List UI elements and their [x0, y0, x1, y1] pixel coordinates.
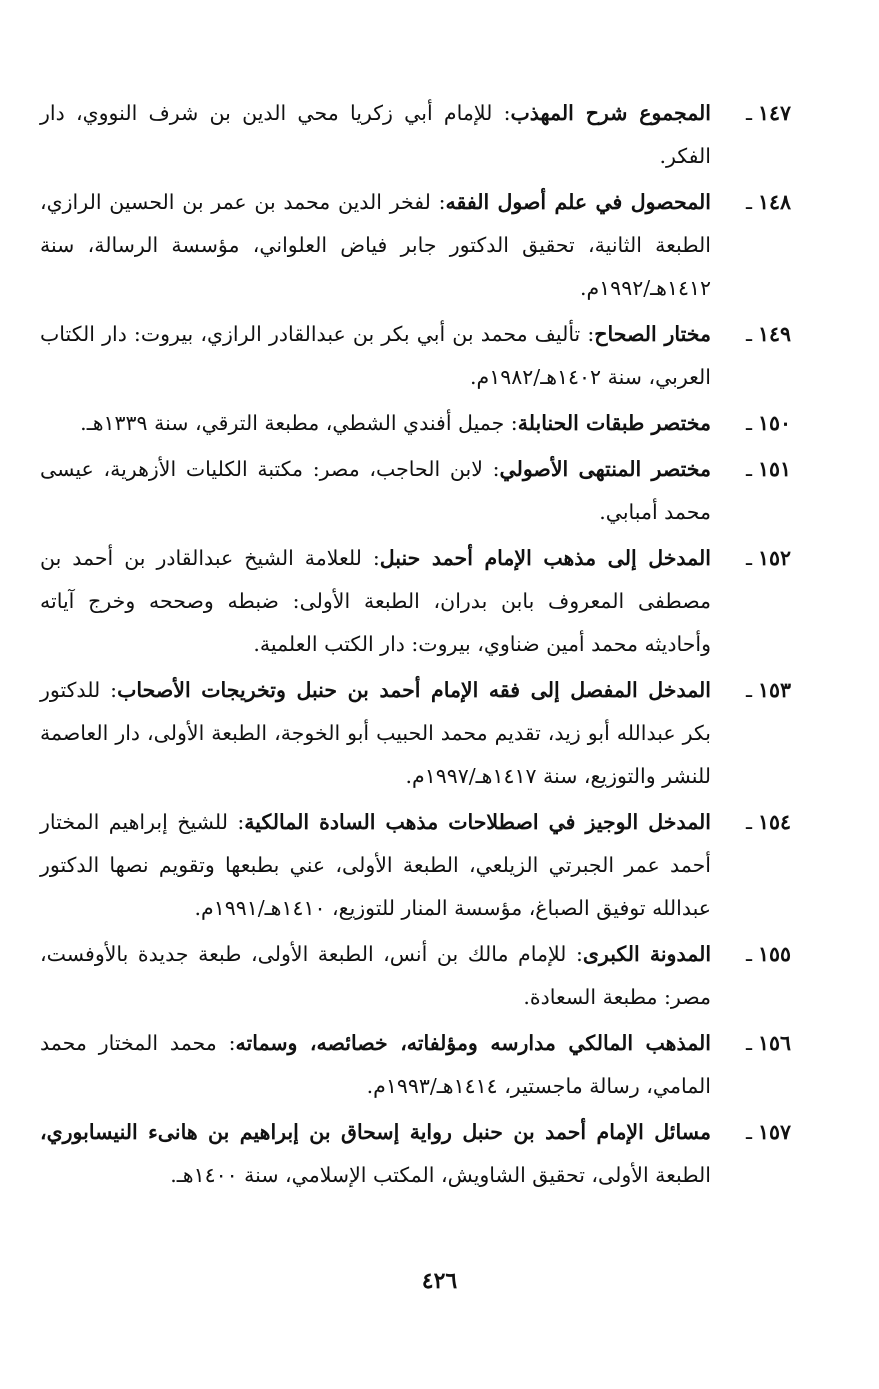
- page-number: ٤٢٦: [421, 1268, 458, 1294]
- bibliography-entry: [40, 448, 791, 534]
- bibliography-entry: [40, 1022, 791, 1108]
- entry-number: ١٥٦ـ: [745, 1031, 791, 1055]
- entry-body: : للإمام أبي زكريا محي الدين بن شرف النووي، دار الفكر.: [40, 101, 711, 168]
- bibliography-entry: [40, 92, 791, 178]
- bibliography-entry: [40, 402, 791, 445]
- entry-title: المجموع شرح المهذب: [510, 101, 711, 125]
- bibliography-entry: [40, 801, 791, 930]
- entry-body: : للعلامة الشيخ عبدالقادر بن أحمد بن مصطفى المعروف بابن بدران، الطبعة الأولى: ضبطه وصححه وخرج آياته وأحاديثه محمد أمين ضناوي، بيروت: دار الكتب العلمية.: [40, 546, 711, 656]
- entry-body: : جميل أفندي الشطي، مطبعة الترقي، سنة ١٣٣٩هـ.: [80, 411, 518, 435]
- entry-body: الطبعة الأولى، تحقيق الشاويش، المكتب الإسلامي، سنة ١٤٠٠هـ.: [170, 1163, 711, 1187]
- entry-number: ١٥٣ـ: [745, 678, 791, 702]
- entry-title: المدخل إلى مذهب الإمام أحمد حنبل: [379, 546, 711, 570]
- bibliography-entry: [40, 669, 791, 798]
- entry-body: : تأليف محمد بن أبي بكر بن عبدالقادر الرازي، بيروت: دار الكتاب العربي، سنة ١٤٠٢هـ/١٩٨٢م.: [40, 322, 711, 389]
- bibliography-entry: [40, 537, 791, 666]
- entry-title: المذهب المالكي مدارسه ومؤلفاته، خصائصه، وسماته: [235, 1031, 712, 1055]
- bibliography-entry: [40, 1111, 791, 1197]
- entry-number: ١٤٨ـ: [745, 190, 791, 214]
- entry-number: ١٤٧ـ: [745, 101, 791, 125]
- entry-number: ١٥١ـ: [745, 457, 791, 481]
- bibliography-entry: [40, 313, 791, 399]
- entry-number: ١٥٥ـ: [745, 942, 791, 966]
- bibliography-page: [40, 92, 791, 1200]
- entry-title: مختصر طبقات الحنابلة: [517, 411, 711, 435]
- entry-title: مسائل الإمام أحمد بن حنبل رواية إسحاق بن إبراهيم بن هانىء النيسابوري،: [40, 1120, 711, 1144]
- entry-title: مختصر المنتهى الأصولي: [499, 457, 712, 481]
- entry-title: المدخل المفصل إلى فقه الإمام أحمد بن حنبل وتخريجات الأصحاب: [117, 678, 711, 702]
- entry-body: : لفخر الدين محمد بن عمر بن الحسين الرازي، الطبعة الثانية، تحقيق الدكتور جابر فياض العلواني، مؤسسة الرسالة، سنة ١٤١٢هـ/١٩٩٢م.: [40, 190, 711, 300]
- entry-number: ١٥٧ـ: [745, 1120, 791, 1144]
- entry-number: ١٥٢ـ: [745, 546, 791, 570]
- entry-body: : لابن الحاجب، مصر: مكتبة الكليات الأزهرية، عيسى محمد أمبابي.: [40, 457, 711, 524]
- entry-number: ١٥٠ـ: [745, 411, 791, 435]
- bibliography-entry: [40, 181, 791, 310]
- entry-body: : للإمام مالك بن أنس، الطبعة الأولى، طبعة جديدة بالأوفست، مصر: مطبعة السعادة.: [40, 942, 711, 1009]
- entry-body: : للشيخ إبراهيم المختار أحمد عمر الجبرتي الزيلعي، الطبعة الأولى، عني بطبعها وتقويم نصها الدكتور عبدالله توفيق الصباغ، مؤسسة المنار للتوزيع، ١٤١٠هـ/١٩٩١م.: [40, 810, 711, 920]
- entry-title: المدونة الكبرى: [582, 942, 712, 966]
- bibliography-entry: [40, 933, 791, 1019]
- entry-body: : محمد المختار محمد المامي، رسالة ماجستير، ١٤١٤هـ/١٩٩٣م.: [40, 1031, 711, 1098]
- entry-body: : للدكتور بكر عبدالله أبو زيد، تقديم محمد الحبيب أبو الخوجة، الطبعة الأولى، دار العاصمة للنشر والتوزيع، سنة ١٤١٧هـ/١٩٩٧م.: [40, 678, 711, 788]
- entry-title: المحصول في علم أصول الفقه: [445, 190, 711, 214]
- entry-title: المدخل الوجيز في اصطلاحات مذهب السادة المالكية: [244, 810, 711, 834]
- entry-number: ١٤٩ـ: [745, 322, 791, 346]
- entry-title: مختار الصحاح: [594, 322, 712, 346]
- entry-number: ١٥٤ـ: [745, 810, 791, 834]
